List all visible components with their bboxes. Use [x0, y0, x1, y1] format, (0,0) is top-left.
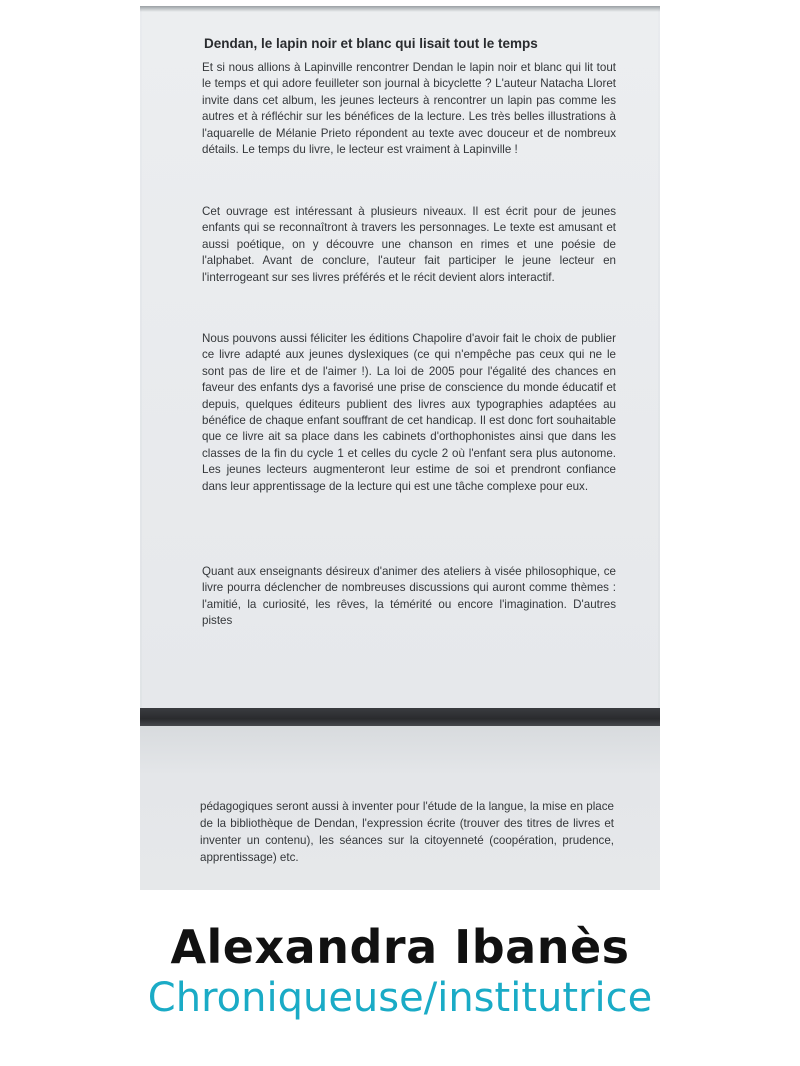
- article-title: Dendan, le lapin noir et blanc qui lisait tout le temps: [204, 36, 538, 51]
- article-paragraph-5: pédagogiques seront aussi à inventer pour l'étude de la langue, la mise en place de la bibliothèque de Dendan, l'expression écrite (trouver des titres de livres et inventer un contenu), les séances sur la citoyenneté (coopération, prudence, apprentissage) etc.: [200, 800, 614, 864]
- page-divider-bar: [140, 708, 660, 726]
- article-paragraph-2: Cet ouvrage est intéressant à plusieurs niveaux. Il est écrit pour de jeunes enfants qui se reconnaîtront à travers les personnages. Le texte est amusant et aussi poétique, on y découvre une chanson en rimes et une poésie de l'alphabet. Avant de conclure, l'auteur fait participer le jeune lecteur en l'interrogeant sur ses livres préférés et le récit devient alors interactif.: [202, 205, 616, 284]
- article-paragraph-3: Nous pouvons aussi féliciter les éditions Chapolire d'avoir fait le choix de publier ce livre adapté aux jeunes dyslexiques (ce qui n'empêche pas ceux qui ne le sont pas de lire et de l'aimer !). La loi de 2005 pour l'égalité des chances en faveur des enfants dys a favorisé une prise de conscience du monde éducatif et depuis, quelques éditeurs publient des livres aux typographies adaptées au bénéfice de chaque enfant souffrant de cet handicap. Il est donc fort souhaitable que ce livre ait sa place dans les cabinets d'orthophonistes ainsi que dans les classes de la fin du cycle 1 et celles du cycle 2 où l'enfant sera plus autonome. Les jeunes lecteurs augmenteront leur estime de soi et prendront confiance dans leur apprentissage de la lecture qui est une tâche complexe pour eux.: [202, 332, 616, 493]
- author-role: Chroniqueuse/institutrice: [147, 975, 653, 1021]
- article-page: [142, 8, 658, 708]
- article-paragraph-1: Et si nous allions à Lapinville rencontrer Dendan le lapin noir et blanc qui lit tout le temps et qui adore feuilleter son journal à bicyclette ? L'auteur Natacha Lloret invite dans cet album, les jeunes lecteurs à rencontrer un lapin pas comme les autres et à réfléchir sur les bénéfices de la lecture. Les très belles illustrations à l'aquarelle de Mélanie Prieto répondent au texte avec douceur et de nombreux détails. Le temps du livre, le lecteur est vraiment à Lapinville !: [202, 61, 616, 157]
- article-paragraph-4: Quant aux enseignants désireux d'animer des ateliers à visée philosophique, ce livre pourra déclencher de nombreuses discussions qui auront comme thèmes : l'amitié, la curiosité, les rêves, la témérité ou encore l'imagination. D'autres pistes: [202, 565, 616, 628]
- article-photo: [140, 6, 660, 890]
- article-page-continued: [140, 726, 660, 890]
- photo-edge-shadow: [140, 6, 660, 12]
- author-name: Alexandra Ibanès: [170, 920, 630, 974]
